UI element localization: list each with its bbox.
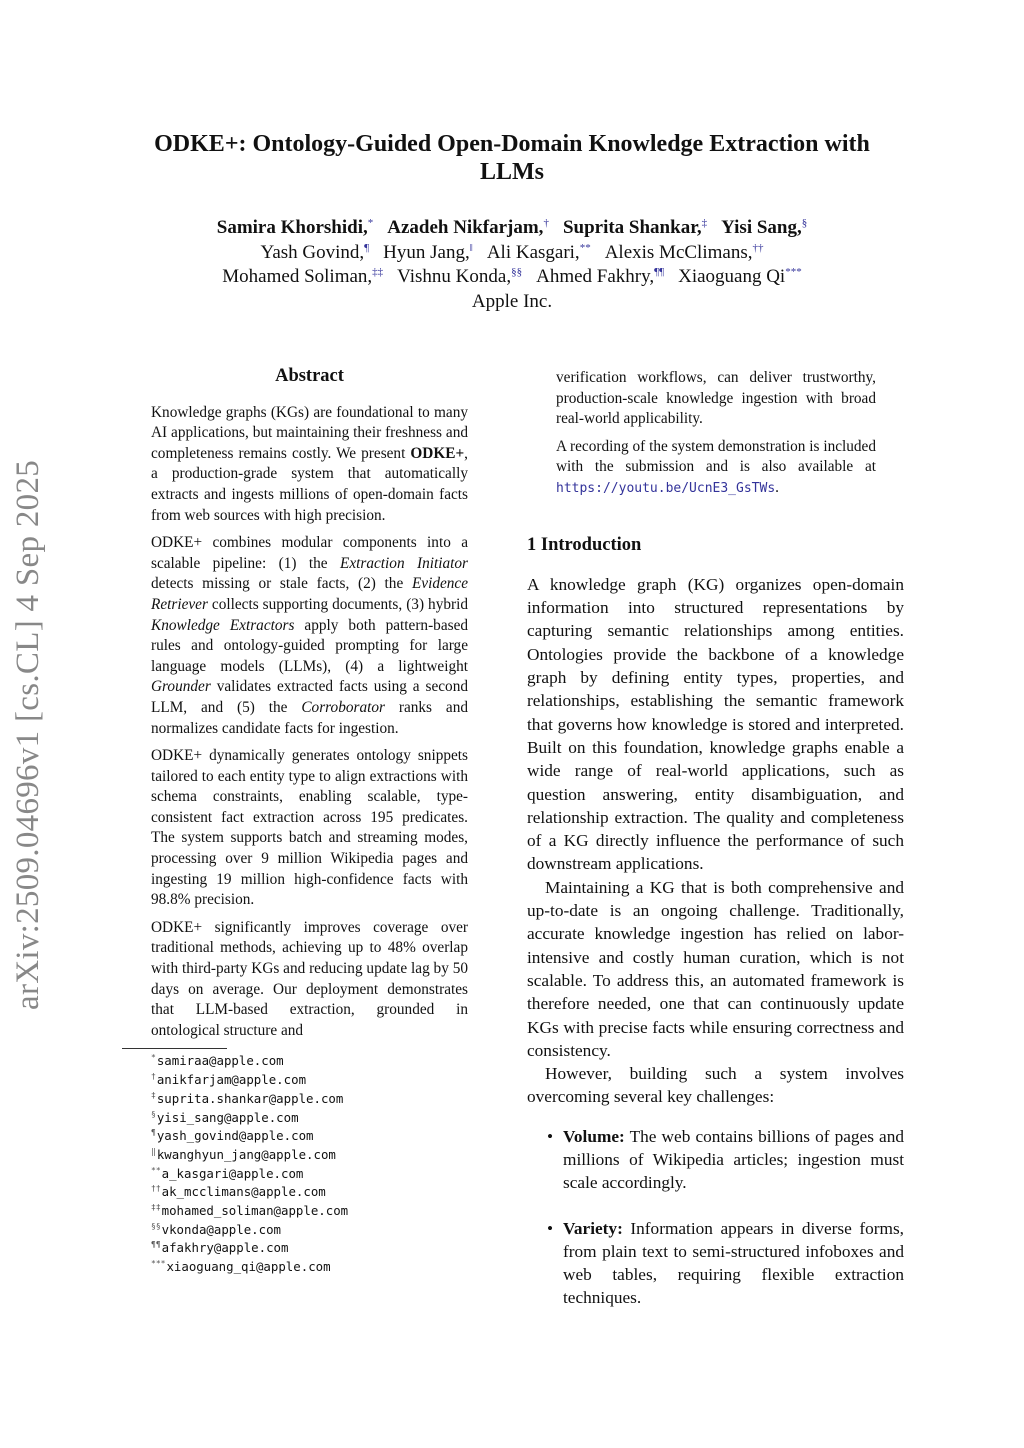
- abstract-body: [151, 403, 468, 1042]
- author-block: [150, 216, 874, 314]
- author-name: Yash Govind,: [260, 241, 365, 263]
- text-run: Knowledge graphs (KGs) are foundational to many AI applications, but maintaining their freshness and completeness remains costly. We present: [151, 403, 468, 462]
- footnote-email: afakhry@apple.com: [161, 1240, 289, 1256]
- author-footnote-mark[interactable]: ***: [785, 266, 802, 278]
- component-name: Grounder: [151, 678, 211, 696]
- text-run: verification workflows, can deliver trustworthy, production-scale knowledge ingestion with broad real-world applicability.: [556, 369, 876, 428]
- author-name: Mohamed Soliman,: [222, 266, 373, 287]
- text-run: ODKE+ combines modular components into a scalable pipeline: (1) the: [151, 534, 468, 572]
- footnote: [151, 1239, 468, 1258]
- footnote: [151, 1052, 468, 1071]
- challenge-item: [563, 1217, 904, 1310]
- emphasis-bold: ODKE+: [410, 444, 465, 462]
- demo-video-link[interactable]: https://youtu.be/UcnE3_GsTWs: [556, 480, 776, 496]
- text-run: ODKE+ dynamically generates ontology snippets tailored to each entity type to align extractions with schema constraints, enabling scalable, type-consistent fact extraction across 195 predicates. The system supports batch and streaming modes, processing over 9 million Wikipedia pages and ingesting 19 million high-confidence facts with 98.8% precision.: [151, 747, 468, 909]
- author-lines: [150, 216, 874, 290]
- footnote-email: samiraa@apple.com: [156, 1053, 284, 1069]
- author-name: Azadeh Nikfarjam,: [387, 217, 544, 238]
- text-run: ranks and normalizes candidate facts for ingestion.: [151, 698, 468, 737]
- footnote-mark: ***: [151, 1259, 166, 1269]
- footnote-mark: ¶: [151, 1128, 156, 1138]
- challenge-text: Information appears in diverse forms, from plain text to semi-structured infoboxes and web tables, requiring flexible extraction techniques.: [563, 1218, 904, 1308]
- author-name: Yisi Sang,: [721, 217, 802, 238]
- footnote-email: a_kasgari@apple.com: [161, 1165, 304, 1181]
- author-footnote-mark[interactable]: ‡‡: [372, 266, 384, 278]
- text-run: validates extracted facts using a second LLM, and (5) the: [151, 678, 468, 716]
- text-run: ODKE+ significantly improves coverage over traditional methods, achieving up to 48% overlap with third-party KGs and reducing update lag by 50 days on average. Our deployment demonstrates that LLM-based extraction, grounded in ontological structure and: [151, 918, 468, 1039]
- footnote-rule: [122, 1048, 227, 1049]
- intro-paragraph: Maintaining a KG that is both comprehensive and up-to-date is an ongoing challenge. Traditionally, accurate knowledge ingestion has relied on labor-intensive and costly human curation, which is not scalable. To address this, an automated framework is therefore needed, one that can continuously update KGs with precise facts while ensuring correctness and consistency.: [527, 877, 904, 1060]
- footnote: [151, 1202, 468, 1221]
- author-name: Samira Khorshidi,: [216, 217, 368, 238]
- author-footnote-mark[interactable]: ¶: [364, 241, 370, 254]
- author-name: Xiaoguang Qi: [678, 266, 786, 287]
- abstract-paragraph: [556, 368, 876, 430]
- intro-paragraph: A knowledge graph (KG) organizes open-domain information into structured representations by capturing semantic relationships among entities. Ontologies provide the backbone of a knowledge graph by defining entity types, properties, and relationships, establishing the semantic framework that governs how knowledge is stored and interpreted. Built on this foundation, knowledge graphs enable a wide range of real-world applications, such as question answering, entity disambiguation, and relationship extraction. The quality and completeness of a KG directly influence the performance of such downstream applications.: [527, 574, 904, 874]
- footnote-email: mohamed_soliman@apple.com: [161, 1203, 349, 1219]
- footnote: [151, 1071, 468, 1090]
- author-footnote-mark[interactable]: §§: [511, 266, 523, 278]
- component-name: Extraction Initiator: [340, 554, 469, 572]
- footnote-mark: ‡‡: [151, 1203, 161, 1213]
- author-line: [150, 216, 874, 241]
- author-line: [150, 241, 874, 266]
- right-column: [527, 368, 904, 1332]
- footnote: [151, 1127, 468, 1146]
- arxiv-stamp: arXiv:2509.04696v1 [cs.CL] 4 Sep 2025: [10, 459, 46, 1010]
- footnote-mark: §: [151, 1109, 156, 1119]
- footnote-email: suprita.shankar@apple.com: [156, 1090, 344, 1106]
- abstract-paragraph: [151, 533, 468, 739]
- author-footnote-mark[interactable]: **: [579, 241, 591, 254]
- footnote: [151, 1183, 468, 1202]
- component-name: Knowledge Extractors: [151, 616, 295, 634]
- footnote-mark: ††: [151, 1184, 161, 1194]
- footnote: [151, 1258, 468, 1277]
- footnote: [151, 1109, 468, 1128]
- footnote: [151, 1090, 468, 1109]
- challenge-label: Variety:: [563, 1218, 623, 1238]
- challenge-list: [527, 1125, 904, 1310]
- paper-title: ODKE+: Ontology-Guided Open-Domain Knowledge Extraction with LLMs: [154, 131, 870, 185]
- footnote-email: yisi_sang@apple.com: [156, 1109, 299, 1125]
- abstract-paragraph: [151, 918, 468, 1042]
- footnote-mark: †: [151, 1072, 156, 1082]
- author-footnote-mark[interactable]: §: [801, 217, 808, 229]
- footnote-email: ak_mcclimans@apple.com: [161, 1184, 326, 1200]
- footnote-mark: **: [151, 1165, 161, 1175]
- author-name: Ahmed Fakhry,: [536, 266, 655, 287]
- text-run: , a production-grade system that automatically extracts and ingests millions of open-domain facts from web sources with high precision.: [151, 444, 468, 524]
- footnote-email: yash_govind@apple.com: [156, 1128, 314, 1144]
- component-name: Evidence Retriever: [151, 575, 468, 613]
- text-run: A recording of the system demonstration is included with the submission and is also available at: [556, 437, 876, 476]
- footnote-mark: ¶¶: [151, 1240, 161, 1250]
- challenge-label: Volume:: [563, 1126, 625, 1146]
- author-name: Suprita Shankar,: [562, 217, 702, 238]
- text-run: apply both pattern-based rules and ontology-guided prompting for large language models (LLMs), (4) a lightweight: [151, 616, 469, 675]
- footnote: [151, 1146, 468, 1165]
- footnote-email: xiaoguang_qi@apple.com: [166, 1259, 331, 1275]
- challenge-text: The web contains billions of pages and millions of Wikipedia articles; ingestion must scale accordingly.: [563, 1126, 904, 1193]
- footnote-mark: §§: [151, 1221, 161, 1231]
- author-footnote-mark[interactable]: ‡: [701, 217, 708, 229]
- author-name: Ali Kasgari,: [486, 241, 580, 263]
- author-footnote-mark[interactable]: †: [543, 217, 549, 229]
- abstract-paragraph: [556, 437, 876, 500]
- footnotes: [151, 1052, 468, 1276]
- text-run: .: [775, 478, 779, 496]
- abstract-paragraph: [151, 403, 468, 527]
- component-name: Corroborator: [301, 698, 385, 716]
- abstract-section: [151, 366, 468, 1041]
- author-footnote-mark[interactable]: *: [367, 217, 374, 229]
- footnote: [151, 1165, 468, 1184]
- author-footnote-mark[interactable]: ††: [752, 241, 764, 254]
- author-name: Vishnu Konda,: [397, 266, 512, 287]
- introduction-heading: 1 Introduction: [527, 534, 642, 555]
- left-column: [122, 366, 468, 1277]
- footnote-mark: ‡: [151, 1090, 156, 1100]
- footnote-email: kwanghyun_jang@apple.com: [156, 1146, 336, 1162]
- author-name: Alexis McClimans,: [604, 241, 753, 263]
- introduction-section: [527, 534, 904, 1310]
- footnote-email: anikfarjam@apple.com: [156, 1072, 307, 1088]
- author-footnote-mark[interactable]: ¶¶: [654, 266, 665, 278]
- footnote-mark: *: [151, 1053, 156, 1063]
- intro-paragraph: However, building such a system involves overcoming several key challenges:: [527, 1064, 904, 1107]
- affiliation: Apple Inc.: [471, 290, 553, 312]
- abstract-continuation: [556, 368, 876, 500]
- footnote: [151, 1221, 468, 1240]
- text-run: collects supporting documents, (3) hybrid: [207, 595, 468, 613]
- author-line: [150, 265, 874, 290]
- abstract-heading: Abstract: [275, 366, 344, 386]
- footnote-email: vkonda@apple.com: [161, 1221, 281, 1237]
- author-footnote-mark[interactable]: ‖: [469, 241, 473, 254]
- abstract-paragraph: [151, 746, 468, 911]
- footnote-mark: ‖: [151, 1146, 156, 1156]
- challenge-item: [563, 1125, 904, 1195]
- text-run: detects missing or stale facts, (2) the: [151, 575, 412, 593]
- author-name: Hyun Jang,: [383, 241, 470, 263]
